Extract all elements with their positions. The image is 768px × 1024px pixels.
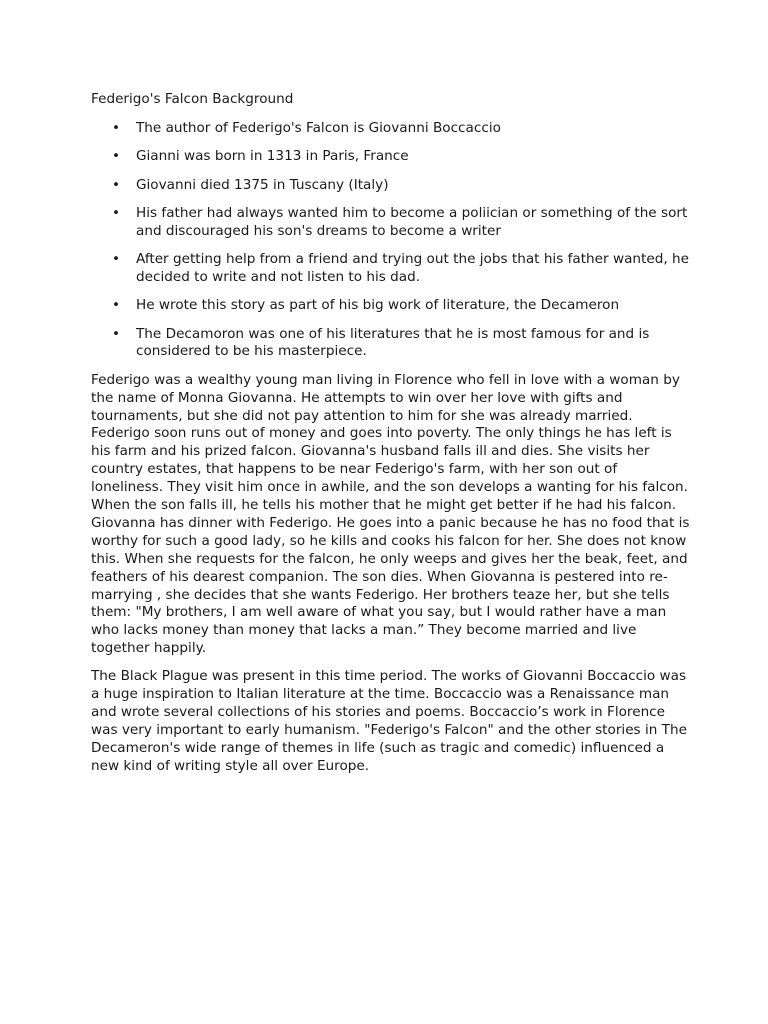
list-item (91, 148, 691, 166)
background-bullet-list (91, 120, 691, 361)
list-item (91, 177, 691, 195)
list-item (91, 205, 691, 241)
list-item-text: The Decamoron was one of his literatures that he is most famous for and is considered to be his masterpiece. (136, 325, 650, 360)
list-item (91, 251, 691, 287)
bullet-icon: • (112, 204, 121, 221)
document-page (91, 91, 691, 786)
bullet-icon: • (112, 297, 121, 314)
list-item-text: After getting help from a friend and trying out the jobs that his father wanted, he decided to write and not listen to his dad. (136, 251, 689, 285)
list-item (91, 297, 691, 315)
bullet-icon: • (112, 325, 121, 342)
bullet-icon: • (112, 119, 121, 136)
list-item (91, 326, 691, 362)
list-item-text: The author of Federigo's Falcon is Giovanni Boccaccio (136, 119, 501, 136)
list-item-text: He wrote this story as part of his big work of literature, the Decameron (136, 297, 620, 314)
list-item-text: Gianni was born in 1313 in Paris, France (136, 148, 409, 165)
bullet-icon: • (112, 251, 121, 267)
list-item-text: Giovanni died 1375 in Tuscany (Italy) (136, 176, 389, 193)
document-title: Federigo's Falcon Background (91, 91, 294, 107)
bullet-icon: • (112, 176, 121, 193)
story-summary-paragraph: Federigo was a wealthy young man living in Florence who fell in love with a woman by the name of Monna Giovanna. He attempts to win over her love with gifts and tournaments, but she did not pay attention to him for she was already married. Federigo soon runs out of money and goes into poverty. The only things he has left is his farm and his prized falcon. Giovanna's husband falls ill and dies. She visits her country estates, that happens to be near Federigo's farm, with her son out of loneliness. They visit him once in awhile, and the son develops a wanting for his falcon. When the son falls ill, he tells his mother that he might get better if he had his falcon. Giovanna has dinner with Federigo. He goes into a panic because he has no food that is worthy for such a good lady, so he kills and cooks his falcon for her. She does not know this. When she requests for the falcon, he only weeps and gives her the beak, feet, and feathers of his dearest companion. The son dies. When Giovanna is pestered into re-marrying , she decides that she wants Federigo. Her brothers teaze her, but she tells them: "My brothers, I am well aware of what you say, but I would rather have a man who lacks money than money that lacks a man.” They become married and live together happily. (91, 371, 690, 657)
historical-context-paragraph: The Black Plague was present in this time period. The works of Giovanni Boccaccio was a huge inspiration to Italian literature at the time. Boccaccio was a Renaissance man and wrote several collections of his stories and poems. Boccaccio’s work in Florence was very important to early humanism. "Federigo's Falcon" and the other stories in The Decameron's wide range of themes in life (such as tragic and comedic) influenced a new kind of writing style all over Europe. (91, 668, 687, 774)
list-item (91, 120, 691, 138)
bullet-icon: • (112, 148, 121, 165)
list-item-text: His father had always wanted him to become a poliician or something of the sort and discouraged his son's dreams to become a writer (136, 204, 688, 239)
